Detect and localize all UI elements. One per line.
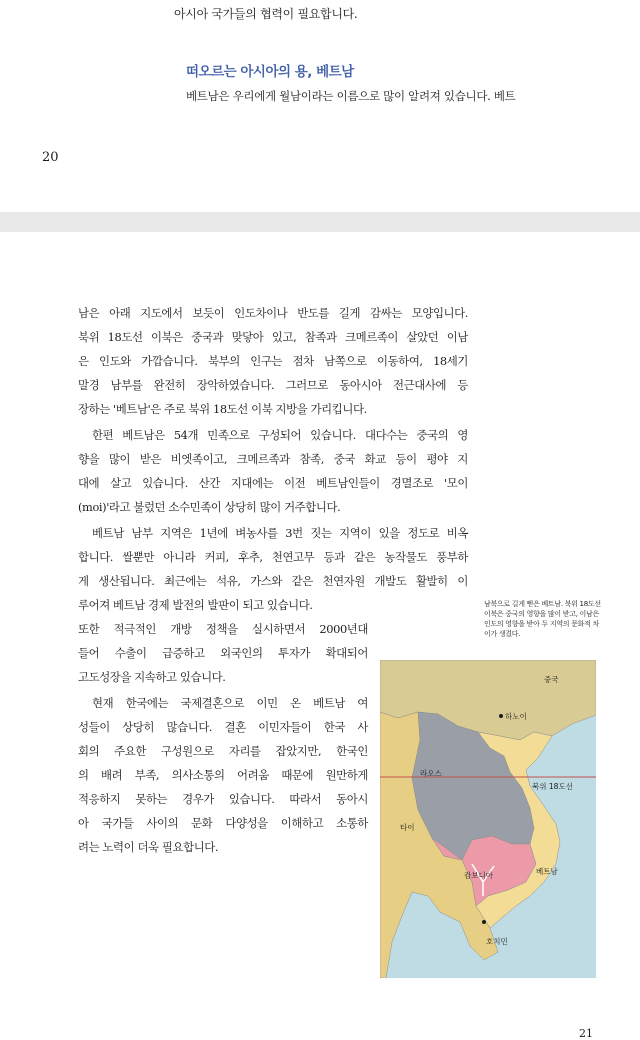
body-text-line: 또한 적극적인 개방 정책을 실시하면서 2000년대 (78, 622, 368, 636)
body-text-line: 합니다. 쌀뿐만 아니라 커피, 후추, 천연고무 등과 같은 농작물도 풍부하 (78, 550, 468, 564)
map-caption: 남북으로 길게 뻗은 베트남. 북위 18도선 이북은 중국의 영향을 많이 받고, 이남은 인도의 영향을 받아 두 지역의 문화적 차이가 생겼다. (484, 600, 601, 638)
body-text-line: 회의 주요한 구성원으로 자리를 잡았지만, 한국인 (78, 744, 368, 758)
map-label-thailand: 타이 (400, 823, 415, 832)
body-text-line: 말경 남부를 완전히 장악하였습니다. 그러므로 동아시아 전근대사에 등 (78, 378, 468, 392)
body-text-line: 려는 노력이 더욱 필요합니다. (78, 840, 219, 854)
page-separator (0, 212, 640, 232)
map-label-18th-parallel: 북위 18도선 (532, 782, 573, 791)
page-21 (0, 232, 640, 1040)
body-text-line: 북위 18도선 이북은 중국과 맞닿아 있고, 참족과 크메르족이 살았던 이남 (78, 330, 468, 344)
body-text-line: 게 생산됩니다. 최근에는 석유, 가스와 같은 천연자원 개발도 활발히 이 (78, 574, 468, 588)
body-text-line: 들어 수출이 급증하고 외국인의 투자가 확대되어 (78, 646, 368, 660)
body-text-line: (moi)'라고 불렀던 소수민족이 상당히 많이 거주합니다. (78, 500, 341, 514)
body-text-line: 베트남 남부 지역은 1년에 벼농사를 3번 짓는 지역이 있을 정도로 비옥 (92, 526, 468, 540)
map-label-hochiminh: 호치민 (486, 937, 508, 946)
indochina-map (380, 660, 596, 978)
body-text-line: 향을 많이 받은 비엣족이고, 크메르족과 참족, 중국 화교 등이 평야 지 (78, 452, 468, 466)
body-text-line: 아 국가들 사이의 문화 다양성을 이해하고 소통하 (78, 816, 368, 830)
body-text-line: 은 인도와 가깝습니다. 북부의 인구는 점차 남쪽으로 이동하여, 18세기 (78, 354, 468, 368)
body-text-line: 고도성장을 지속하고 있습니다. (78, 670, 226, 684)
body-text-line: 한편 베트남은 54개 민족으로 구성되어 있습니다. 대다수는 중국의 영 (92, 428, 468, 442)
page-number: 21 (579, 1027, 593, 1040)
body-text-line: 루어져 베트남 경제 발전의 발판이 되고 있습니다. (78, 598, 313, 612)
body-text-line: 장하는 '베트남'은 주로 북위 18도선 이북 지방을 가리킵니다. (78, 402, 367, 416)
body-text-line: 의 배려 부족, 의사소통의 어려움 때문에 원만하게 (78, 768, 368, 782)
body-text-line: 베트남은 우리에게 월남이라는 이름으로 많이 알려져 있습니다. 베트 (186, 89, 516, 103)
map-label-vietnam: 베트남 (536, 867, 558, 876)
body-text-line: 성들이 상당히 많습니다. 결혼 이민자들이 한국 사 (78, 720, 368, 734)
body-text-line: 적응하지 못하는 경우가 있습니다. 따라서 동아시 (78, 792, 368, 806)
map-label-laos: 라오스 (420, 769, 442, 778)
map-label-hanoi: 하노이 (505, 712, 527, 721)
body-text-line: 현재 한국에는 국제결혼으로 이민 온 베트남 여 (92, 696, 368, 710)
body-text-line: 남은 아래 지도에서 보듯이 인도차이나 반도를 길게 감싸는 모양입니다. (78, 306, 468, 320)
page-number: 20 (42, 150, 59, 165)
hanoi-marker (499, 714, 503, 718)
hochiminh-marker (482, 920, 486, 924)
map-label-china: 중국 (544, 675, 559, 684)
body-text-line: 대에 살고 있습니다. 산간 지대에는 이전 베트남인들이 경멸조로 '모이 (78, 476, 468, 490)
body-text-line: 아시아 국가들의 협력이 필요합니다. (174, 7, 358, 21)
page-20-fragment (0, 0, 640, 212)
section-heading: 떠오르는 아시아의 용, 베트남 (186, 64, 354, 80)
map-label-cambodia: 캄보디아 (464, 871, 493, 880)
